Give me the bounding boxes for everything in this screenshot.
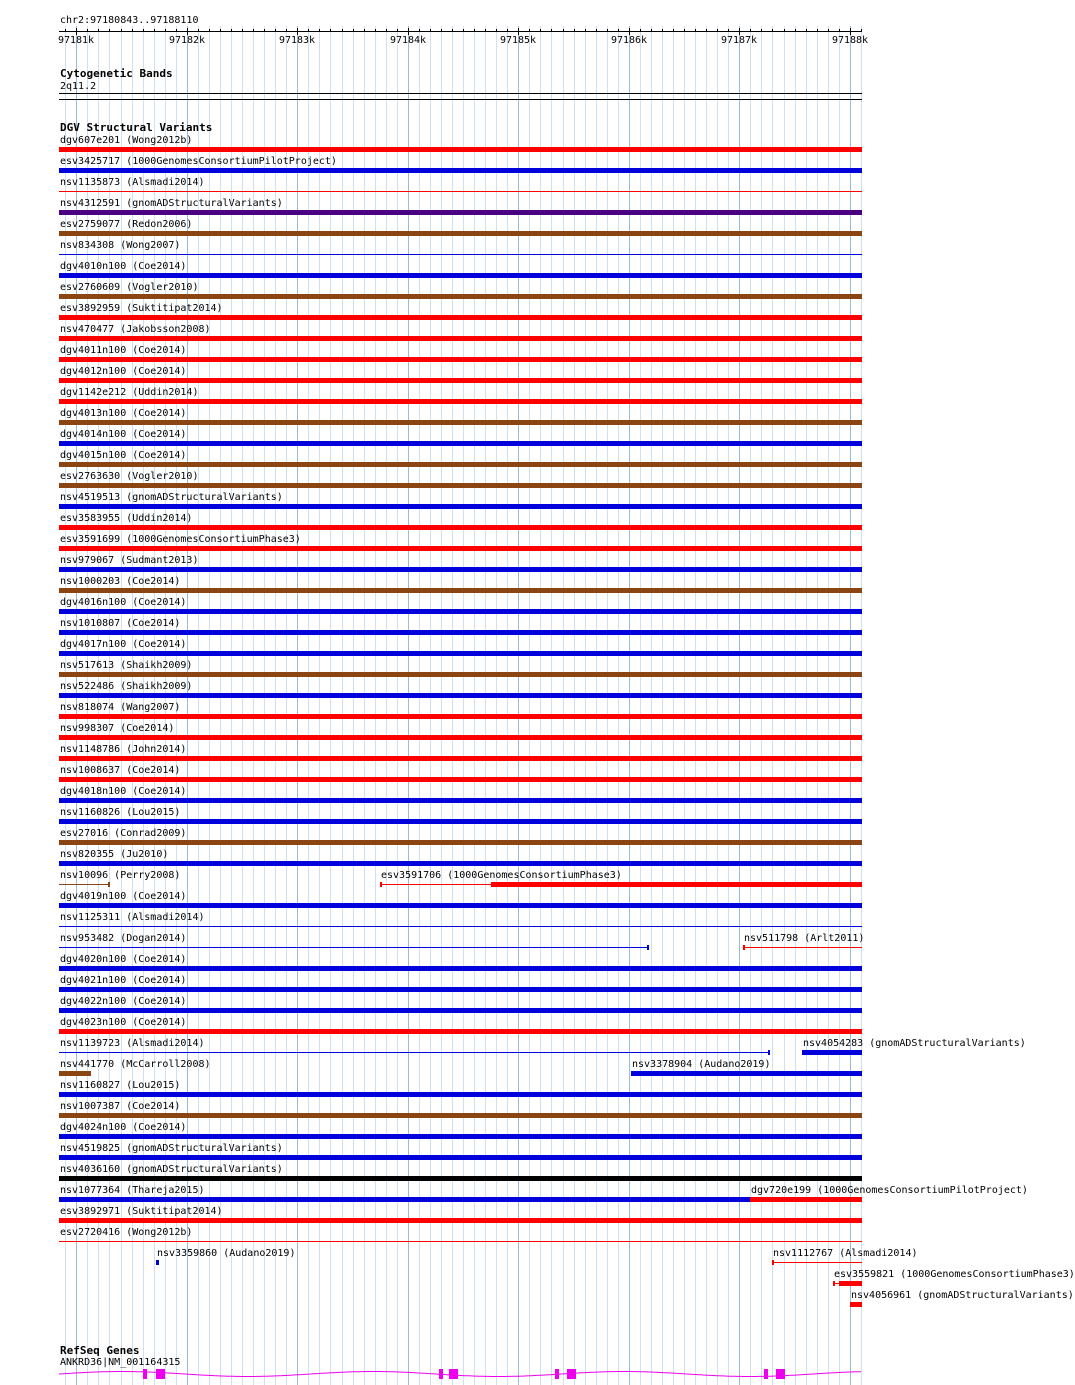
ruler-minor-tick xyxy=(839,29,840,32)
ruler-minor-tick xyxy=(585,29,586,32)
ruler-minor-tick xyxy=(828,29,829,32)
ruler-minor-tick xyxy=(607,29,608,32)
sv-feature-bar[interactable] xyxy=(59,1029,862,1034)
sv-feature-label[interactable]: nsv1148786 (John2014) xyxy=(60,744,187,755)
sv-feature-bar[interactable] xyxy=(59,693,862,698)
ruler-minor-tick xyxy=(662,29,663,32)
refseq-gene-model[interactable] xyxy=(0,1366,890,1382)
refseq-gene-label[interactable]: ANKRD36|NM_001164315 xyxy=(60,1357,181,1368)
sv-feature-label[interactable]: esv2720416 (Wong2012b) xyxy=(60,1227,193,1238)
sv-feature-label[interactable]: dgv4020n100 (Coe2014) xyxy=(60,954,187,965)
sv-feature-bar[interactable] xyxy=(59,798,862,803)
sv-feature-bar[interactable] xyxy=(59,191,862,192)
sv-feature-bar[interactable] xyxy=(59,147,862,152)
sv-feature-bar[interactable] xyxy=(850,1302,862,1307)
sv-feature-bar[interactable] xyxy=(59,1052,769,1053)
sv-feature-bar[interactable] xyxy=(59,819,862,824)
sv-feature-label[interactable]: nsv998307 (Coe2014) xyxy=(60,723,175,734)
sv-feature-label[interactable]: nsv4519513 (gnomADStructuralVariants) xyxy=(60,492,283,503)
sv-feature-bar[interactable] xyxy=(743,947,862,948)
sv-feature-label[interactable]: nsv1135873 (Alsmadi2014) xyxy=(60,177,205,188)
sv-feature-bar[interactable] xyxy=(59,966,862,971)
sv-feature-label[interactable]: dgv4023n100 (Coe2014) xyxy=(60,1017,187,1028)
sv-feature-bar[interactable] xyxy=(631,1071,862,1076)
sv-feature-bar[interactable] xyxy=(772,1262,862,1263)
ruler-minor-tick xyxy=(286,29,287,32)
ruler-minor-tick xyxy=(784,29,785,32)
sv-feature-bar[interactable] xyxy=(59,441,862,446)
sv-feature-bar[interactable] xyxy=(59,1113,862,1118)
ruler-minor-tick xyxy=(275,29,276,32)
sv-feature-label[interactable]: nsv511798 (Arlt2011) xyxy=(744,933,865,944)
sv-feature-label[interactable]: nsv1007387 (Coe2014) xyxy=(60,1101,181,1112)
ruler-minor-tick xyxy=(87,29,88,32)
ruler-minor-tick xyxy=(574,29,575,32)
sv-feature-label[interactable]: nsv1125311 (Alsmadi2014) xyxy=(60,912,205,923)
sv-feature-bar[interactable] xyxy=(59,1071,91,1076)
sv-feature-label[interactable]: nsv1000203 (Coe2014) xyxy=(60,576,181,587)
ruler-minor-tick xyxy=(330,29,331,32)
ruler-tick xyxy=(739,28,740,35)
sv-feature-bar[interactable] xyxy=(59,1092,862,1097)
ruler-tick-label: 97186k xyxy=(610,35,648,46)
sv-feature-label[interactable]: nsv4519825 (gnomADStructuralVariants) xyxy=(60,1143,283,1154)
sv-feature-label[interactable]: nsv4054283 (gnomADStructuralVariants) xyxy=(803,1038,1026,1049)
sv-feature-bar[interactable] xyxy=(59,294,862,299)
gene-exon xyxy=(776,1369,785,1379)
sv-feature-label[interactable]: dgv4014n100 (Coe2014) xyxy=(60,429,187,440)
sv-feature-bar[interactable] xyxy=(59,735,862,740)
ruler-minor-tick xyxy=(618,29,619,32)
ruler-minor-tick xyxy=(673,29,674,32)
sv-feature-bar[interactable] xyxy=(59,1176,862,1181)
sv-feature-bar[interactable] xyxy=(750,1197,862,1202)
sv-feature-bar[interactable] xyxy=(59,777,862,782)
ruler-minor-tick xyxy=(386,29,387,32)
sv-feature-bar[interactable] xyxy=(59,884,109,885)
sv-feature-label[interactable]: dgv607e201 (Wong2012b) xyxy=(60,135,193,146)
ruler-minor-tick xyxy=(98,29,99,32)
sv-feature-bar[interactable] xyxy=(59,273,862,278)
sv-feature-label[interactable]: dgv1142e212 (Uddin2014) xyxy=(60,387,199,398)
gene-exon xyxy=(143,1369,147,1379)
ruler-minor-tick xyxy=(143,29,144,32)
ruler-minor-tick xyxy=(551,29,552,32)
ruler-minor-tick xyxy=(364,29,365,32)
ruler-minor-tick xyxy=(761,29,762,32)
sv-feature-label[interactable]: dgv4021n100 (Coe2014) xyxy=(60,975,187,986)
sv-feature-label[interactable]: dgv4024n100 (Coe2014) xyxy=(60,1122,187,1133)
sv-feature-label[interactable]: nsv1160826 (Lou2015) xyxy=(60,807,181,818)
ruler-minor-tick xyxy=(463,29,464,32)
ruler-minor-tick xyxy=(109,29,110,32)
sv-feature-label[interactable]: nsv979067 (Sudmant2013) xyxy=(60,555,199,566)
sv-feature-label[interactable]: nsv1010807 (Coe2014) xyxy=(60,618,181,629)
ruler-tick xyxy=(850,28,851,35)
sv-feature-bar[interactable] xyxy=(59,254,862,255)
refseq-track-title[interactable]: RefSeq Genes xyxy=(60,1344,140,1357)
sv-feature-bar[interactable] xyxy=(59,630,862,635)
sv-feature-label[interactable]: nsv3359860 (Audano2019) xyxy=(157,1248,296,1259)
sv-feature-label[interactable]: nsv522486 (Shaikh2009) xyxy=(60,681,193,692)
sv-feature-bar[interactable] xyxy=(59,651,862,656)
ruler-minor-tick xyxy=(132,29,133,32)
sv-feature-bar[interactable] xyxy=(59,525,862,530)
ruler-minor-tick xyxy=(441,29,442,32)
sv-feature-label[interactable]: esv3892959 (Suktitipat2014) xyxy=(60,303,223,314)
ruler-minor-tick xyxy=(750,29,751,32)
ruler-minor-tick xyxy=(176,29,177,32)
ruler-minor-tick xyxy=(430,29,431,32)
sv-feature-bar[interactable] xyxy=(380,882,382,887)
ruler-tick xyxy=(76,28,77,35)
sv-feature-bar[interactable] xyxy=(768,1050,770,1055)
cyto-band-label[interactable]: 2q11.2 xyxy=(60,81,97,92)
ruler-minor-tick xyxy=(165,29,166,32)
gene-intron-line xyxy=(59,1372,861,1377)
ruler-minor-tick xyxy=(264,29,265,32)
ruler-minor-tick xyxy=(198,29,199,32)
sv-feature-label[interactable]: nsv953482 (Dogan2014) xyxy=(60,933,187,944)
sv-feature-label[interactable]: nsv1160827 (Lou2015) xyxy=(60,1080,181,1091)
sv-feature-bar[interactable] xyxy=(59,231,862,236)
sv-feature-bar[interactable] xyxy=(59,840,862,845)
gene-exon xyxy=(764,1369,768,1379)
sv-feature-label[interactable]: esv3591699 (1000GenomesConsortiumPhase3) xyxy=(60,534,301,545)
ruler-tick-label: 97181k xyxy=(57,35,95,46)
ruler-minor-tick xyxy=(540,29,541,32)
ruler-axis xyxy=(59,31,862,32)
ruler-tick xyxy=(408,28,409,35)
sv-feature-label[interactable]: dgv4019n100 (Coe2014) xyxy=(60,891,187,902)
ruler-minor-tick xyxy=(419,29,420,32)
sv-feature-bar[interactable] xyxy=(156,1260,159,1265)
ruler-minor-tick xyxy=(496,29,497,32)
ruler-minor-tick xyxy=(717,29,718,32)
sv-feature-label[interactable]: nsv1008637 (Coe2014) xyxy=(60,765,181,776)
sv-feature-bar[interactable] xyxy=(59,987,862,992)
sv-feature-label[interactable]: nsv10096 (Perry2008) xyxy=(60,870,181,881)
ruler-minor-tick xyxy=(817,29,818,32)
sv-feature-bar[interactable] xyxy=(59,861,862,866)
sv-feature-label[interactable]: dgv4013n100 (Coe2014) xyxy=(60,408,187,419)
ruler-minor-tick xyxy=(563,29,564,32)
ruler-tick-label: 97187k xyxy=(720,35,758,46)
ruler-minor-tick xyxy=(342,29,343,32)
sv-feature-bar[interactable] xyxy=(59,609,862,614)
sv-feature-label[interactable]: nsv4056961 (gnomADStructuralVariants) xyxy=(851,1290,1074,1301)
ruler-minor-tick xyxy=(121,29,122,32)
sv-feature-label[interactable]: dgv4015n100 (Coe2014) xyxy=(60,450,187,461)
sv-feature-label[interactable]: esv3892971 (Suktitipat2014) xyxy=(60,1206,223,1217)
sv-feature-bar[interactable] xyxy=(380,884,491,885)
ruler-minor-tick xyxy=(507,29,508,32)
sv-feature-bar[interactable] xyxy=(59,336,862,341)
sv-feature-label[interactable]: nsv1139723 (Alsmadi2014) xyxy=(60,1038,205,1049)
sv-feature-bar[interactable] xyxy=(59,1155,862,1160)
sv-feature-bar[interactable] xyxy=(59,420,862,425)
sv-feature-bar[interactable] xyxy=(59,399,862,404)
ruler-minor-tick xyxy=(319,29,320,32)
sv-feature-bar[interactable] xyxy=(772,1260,774,1265)
sv-feature-bar[interactable] xyxy=(59,1241,862,1242)
ruler-minor-tick xyxy=(253,29,254,32)
sv-feature-label[interactable]: esv2763630 (Vogler2010) xyxy=(60,471,199,482)
sv-feature-label[interactable]: esv3591706 (1000GenomesConsortiumPhase3) xyxy=(381,870,622,881)
gene-exon xyxy=(439,1369,443,1379)
ruler-location: chr2:97180843..97188110 xyxy=(60,15,199,26)
sv-feature-label[interactable]: dgv4010n100 (Coe2014) xyxy=(60,261,187,272)
sv-feature-label[interactable]: dgv4022n100 (Coe2014) xyxy=(60,996,187,1007)
sv-feature-bar[interactable] xyxy=(59,168,862,173)
sv-feature-bar[interactable] xyxy=(59,483,862,488)
sv-feature-bar[interactable] xyxy=(59,947,648,948)
sv-feature-label[interactable]: dgv4011n100 (Coe2014) xyxy=(60,345,187,356)
ruler-minor-tick xyxy=(242,29,243,32)
sv-feature-label[interactable]: nsv818074 (Wang2007) xyxy=(60,702,181,713)
sv-feature-bar[interactable] xyxy=(59,1197,862,1202)
sv-feature-label[interactable]: nsv4036160 (gnomADStructuralVariants) xyxy=(60,1164,283,1175)
sv-feature-label[interactable]: esv27016 (Conrad2009) xyxy=(60,828,187,839)
sv-feature-bar[interactable] xyxy=(59,588,862,593)
cyto-band-line xyxy=(59,93,862,94)
sv-feature-bar[interactable] xyxy=(491,882,862,887)
sv-feature-label[interactable]: nsv3378904 (Audano2019) xyxy=(632,1059,771,1070)
sv-feature-bar[interactable] xyxy=(59,378,862,383)
sv-feature-label[interactable]: dgv4012n100 (Coe2014) xyxy=(60,366,187,377)
sv-feature-bar[interactable] xyxy=(802,1050,862,1055)
gene-exon xyxy=(567,1369,576,1379)
ruler-minor-tick xyxy=(728,29,729,32)
sv-feature-label[interactable]: esv2760609 (Vogler2010) xyxy=(60,282,199,293)
sv-feature-bar[interactable] xyxy=(59,504,862,509)
sv-feature-label[interactable]: esv3559821 (1000GenomesConsortiumPhase3) xyxy=(834,1269,1075,1280)
sv-feature-label[interactable]: nsv820355 (Ju2010) xyxy=(60,849,169,860)
sv-feature-label[interactable]: dgv4018n100 (Coe2014) xyxy=(60,786,187,797)
ruler-tick xyxy=(297,28,298,35)
ruler-minor-tick xyxy=(308,29,309,32)
ruler-minor-tick xyxy=(209,29,210,32)
gene-exon xyxy=(555,1369,559,1379)
sv-feature-bar[interactable] xyxy=(59,1218,862,1223)
sv-feature-bar[interactable] xyxy=(839,1281,862,1286)
sv-feature-bar[interactable] xyxy=(647,945,649,950)
ruler-minor-tick xyxy=(695,29,696,32)
sv-feature-bar[interactable] xyxy=(59,1008,862,1013)
ruler-minor-tick xyxy=(220,29,221,32)
sv-feature-label[interactable]: esv3425717 (1000GenomesConsortiumPilotProject) xyxy=(60,156,337,167)
ruler-minor-tick xyxy=(772,29,773,32)
sv-feature-bar[interactable] xyxy=(59,357,862,362)
ruler-minor-tick xyxy=(596,29,597,32)
ruler-tick xyxy=(629,28,630,35)
sv-feature-label[interactable]: esv3583955 (Uddin2014) xyxy=(60,513,193,524)
sv-feature-label[interactable]: esv2759077 (Redon2006) xyxy=(60,219,193,230)
sv-feature-label[interactable]: nsv1112767 (Alsmadi2014) xyxy=(773,1248,918,1259)
sv-feature-bar[interactable] xyxy=(59,714,862,719)
sv-feature-bar[interactable] xyxy=(59,756,862,761)
sv-feature-bar[interactable] xyxy=(59,672,862,677)
ruler-minor-tick xyxy=(861,29,862,32)
ruler-tick-label: 97183k xyxy=(278,35,316,46)
sv-feature-bar[interactable] xyxy=(108,882,110,887)
sv-feature-label[interactable]: nsv1077364 (Thareja2015) xyxy=(60,1185,205,1196)
ruler-minor-tick xyxy=(353,29,354,32)
sv-feature-label[interactable]: dgv4016n100 (Coe2014) xyxy=(60,597,187,608)
sv-feature-label[interactable]: nsv4312591 (gnomADStructuralVariants) xyxy=(60,198,283,209)
sv-feature-bar[interactable] xyxy=(59,903,862,908)
sv-feature-label[interactable]: dgv720e199 (1000GenomesConsortiumPilotProject) xyxy=(751,1185,1028,1196)
ruler-minor-tick xyxy=(154,29,155,32)
sv-feature-bar[interactable] xyxy=(59,567,862,572)
ruler-tick-label: 97182k xyxy=(168,35,206,46)
ruler-minor-tick xyxy=(640,29,641,32)
sv-feature-bar[interactable] xyxy=(59,210,862,215)
sv-feature-bar[interactable] xyxy=(833,1281,835,1286)
ruler-minor-tick xyxy=(806,29,807,32)
sv-feature-label[interactable]: dgv4017n100 (Coe2014) xyxy=(60,639,187,650)
ruler-minor-tick xyxy=(375,29,376,32)
dgv-track-title[interactable]: DGV Structural Variants xyxy=(60,121,213,134)
ruler-tick xyxy=(187,28,188,35)
ruler-minor-tick xyxy=(452,29,453,32)
ruler-minor-tick xyxy=(474,29,475,32)
ruler-tick-label: 97188k xyxy=(831,35,869,46)
sv-feature-bar[interactable] xyxy=(59,462,862,467)
sv-feature-bar[interactable] xyxy=(59,546,862,551)
sv-feature-bar[interactable] xyxy=(59,315,862,320)
ruler-minor-tick xyxy=(795,29,796,32)
gene-exon xyxy=(449,1369,458,1379)
track-separator xyxy=(59,99,862,100)
ruler-tick xyxy=(518,28,519,35)
sv-feature-bar[interactable] xyxy=(59,926,862,927)
ruler-minor-tick xyxy=(706,29,707,32)
cyto-track-title[interactable]: Cytogenetic Bands xyxy=(60,67,173,80)
sv-feature-label[interactable]: nsv470477 (Jakobsson2008) xyxy=(60,324,211,335)
gene-exon xyxy=(156,1369,165,1379)
ruler-minor-tick xyxy=(684,29,685,32)
ruler-minor-tick xyxy=(65,29,66,32)
ruler-minor-tick xyxy=(397,29,398,32)
sv-feature-label[interactable]: nsv441770 (McCarroll2008) xyxy=(60,1059,211,1070)
sv-feature-bar[interactable] xyxy=(743,945,745,950)
ruler-minor-tick xyxy=(651,29,652,32)
ruler-tick-label: 97185k xyxy=(499,35,537,46)
sv-feature-label[interactable]: nsv517613 (Shaikh2009) xyxy=(60,660,193,671)
ruler-minor-tick xyxy=(485,29,486,32)
sv-feature-bar[interactable] xyxy=(59,1134,862,1139)
ruler-tick-label: 97184k xyxy=(389,35,427,46)
ruler-minor-tick xyxy=(231,29,232,32)
ruler-minor-tick xyxy=(529,29,530,32)
sv-feature-label[interactable]: nsv834308 (Wong2007) xyxy=(60,240,181,251)
